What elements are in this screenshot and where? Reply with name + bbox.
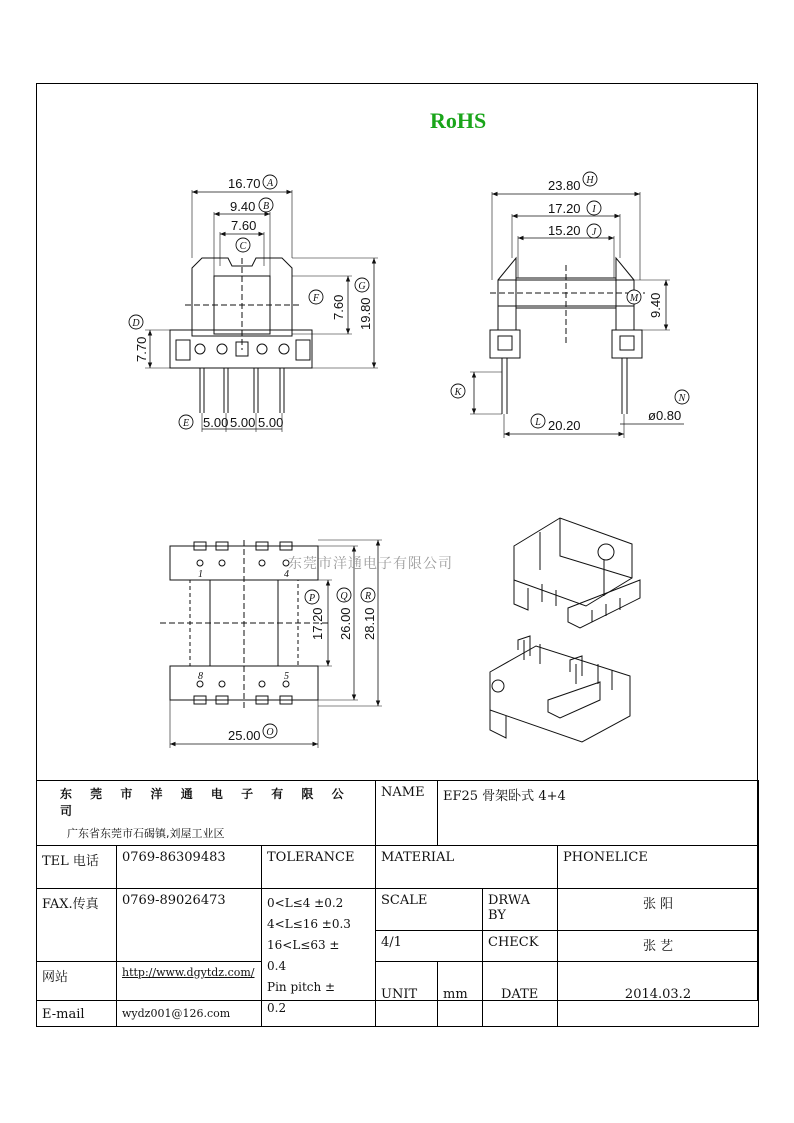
dim-d: 7.70 (134, 336, 149, 362)
ref-r: R (364, 591, 372, 602)
dim-p: 17.20 (310, 607, 325, 640)
reference-markers (129, 172, 689, 738)
pin-4-label: 4 (284, 569, 289, 580)
ref-c: C (239, 241, 247, 252)
drwaby-label (483, 889, 558, 931)
dim-r: 28.10 (362, 607, 377, 640)
ref-i: I (592, 204, 596, 215)
unit-value: mm (438, 962, 483, 1027)
dim-e3: 5.00 (258, 415, 284, 430)
tol-line-3: 16<L≤63 ± (267, 938, 340, 952)
ref-m: M (629, 293, 639, 304)
dim-j: 15.20 (548, 223, 581, 238)
dim-f: 7.60 (331, 294, 346, 320)
scale-value: 4/1 (376, 931, 483, 962)
tol-line-1: 0<L≤4 ±0.2 (267, 896, 344, 910)
tel-value: 0769-86309483 (117, 846, 262, 889)
check-value: 张 艺 (558, 931, 759, 962)
ref-g: G (358, 281, 366, 292)
dim-a: 16.70 (228, 176, 261, 191)
ref-h: H (586, 175, 594, 186)
fax-value: 0769-89026473 (117, 889, 262, 962)
dim-h: 23.80 (548, 178, 581, 193)
dim-i: 17.20 (548, 201, 581, 216)
tol-line-5: Pin pitch ± (267, 980, 336, 994)
pin-1-label: 1 (198, 569, 203, 580)
tolerance-label: TOLERANCE (262, 846, 376, 889)
web-email-values (117, 962, 262, 1027)
ref-a: A (266, 178, 274, 189)
ref-b: B (262, 201, 270, 212)
dim-b: 9.40 (230, 199, 256, 214)
dim-e2: 5.00 (230, 415, 256, 430)
company-watermark: 东莞市洋通电子有限公司 (288, 556, 453, 572)
web-label: 网站 (42, 970, 69, 985)
ref-e: E (182, 418, 190, 429)
ref-f: F (312, 293, 320, 304)
title-block (36, 780, 759, 1027)
phonelice-label: PHONELICE (558, 846, 759, 889)
ref-n: N (678, 393, 686, 404)
unit-label: UNIT (376, 962, 438, 1027)
website-link[interactable]: http://www.dgytdz.com/ (122, 966, 255, 979)
tel-label: TEL 电话 (37, 846, 117, 889)
drwaby-line-2: BY (488, 908, 506, 923)
dim-l: 20.20 (548, 418, 581, 433)
tolerance-values (262, 889, 376, 1027)
date-value: 2014.03.2 (558, 962, 759, 1027)
dim-c: 7.60 (231, 218, 257, 233)
drwaby-value: 张 阳 (558, 889, 759, 931)
company-name: 东 莞 市 洋 通 电 子 有 限 公 司 (60, 787, 351, 818)
pin-5-label: 5 (284, 671, 289, 682)
dim-n: ø0.80 (648, 408, 682, 423)
tol-line-6: 0.2 (267, 1001, 287, 1015)
name-value: EF25 骨架卧式 4+4 (438, 781, 759, 846)
tol-line-4: 0.4 (267, 959, 287, 973)
date-label: DATE (483, 962, 558, 1027)
ref-q: Q (340, 591, 348, 602)
web-email-labels (37, 962, 117, 1027)
dim-q: 26.00 (338, 607, 353, 640)
check-label: CHECK (483, 931, 558, 962)
dim-g: 19.80 (358, 297, 373, 330)
ref-k: K (454, 387, 462, 398)
drwaby-line-1: DRWA (488, 893, 531, 908)
ref-j: J (591, 227, 597, 238)
email-value: wydz001@126.com (122, 1007, 231, 1020)
scale-label: SCALE (376, 889, 483, 931)
company-cell (37, 781, 376, 846)
ref-d: D (132, 318, 140, 329)
dim-e1: 5.00 (203, 415, 229, 430)
tol-line-2: 4<L≤16 ±0.3 (267, 917, 351, 931)
isometric-views (490, 518, 640, 742)
email-label: E-mail (42, 1007, 85, 1022)
ref-p: P (308, 593, 316, 604)
pin-8-label: 8 (198, 671, 203, 682)
ref-o: O (266, 727, 274, 738)
company-address: 广东省东莞市石碣镇,刘屋工业区 (67, 827, 225, 840)
rohs-mark: RoHS (430, 108, 487, 133)
fax-label: FAX.传真 (37, 889, 117, 962)
dim-o: 25.00 (228, 728, 261, 743)
material-label: MATERIAL (376, 846, 558, 889)
ref-l: L (535, 417, 541, 428)
dim-m: 9.40 (648, 292, 663, 318)
name-label: NAME (376, 781, 438, 846)
